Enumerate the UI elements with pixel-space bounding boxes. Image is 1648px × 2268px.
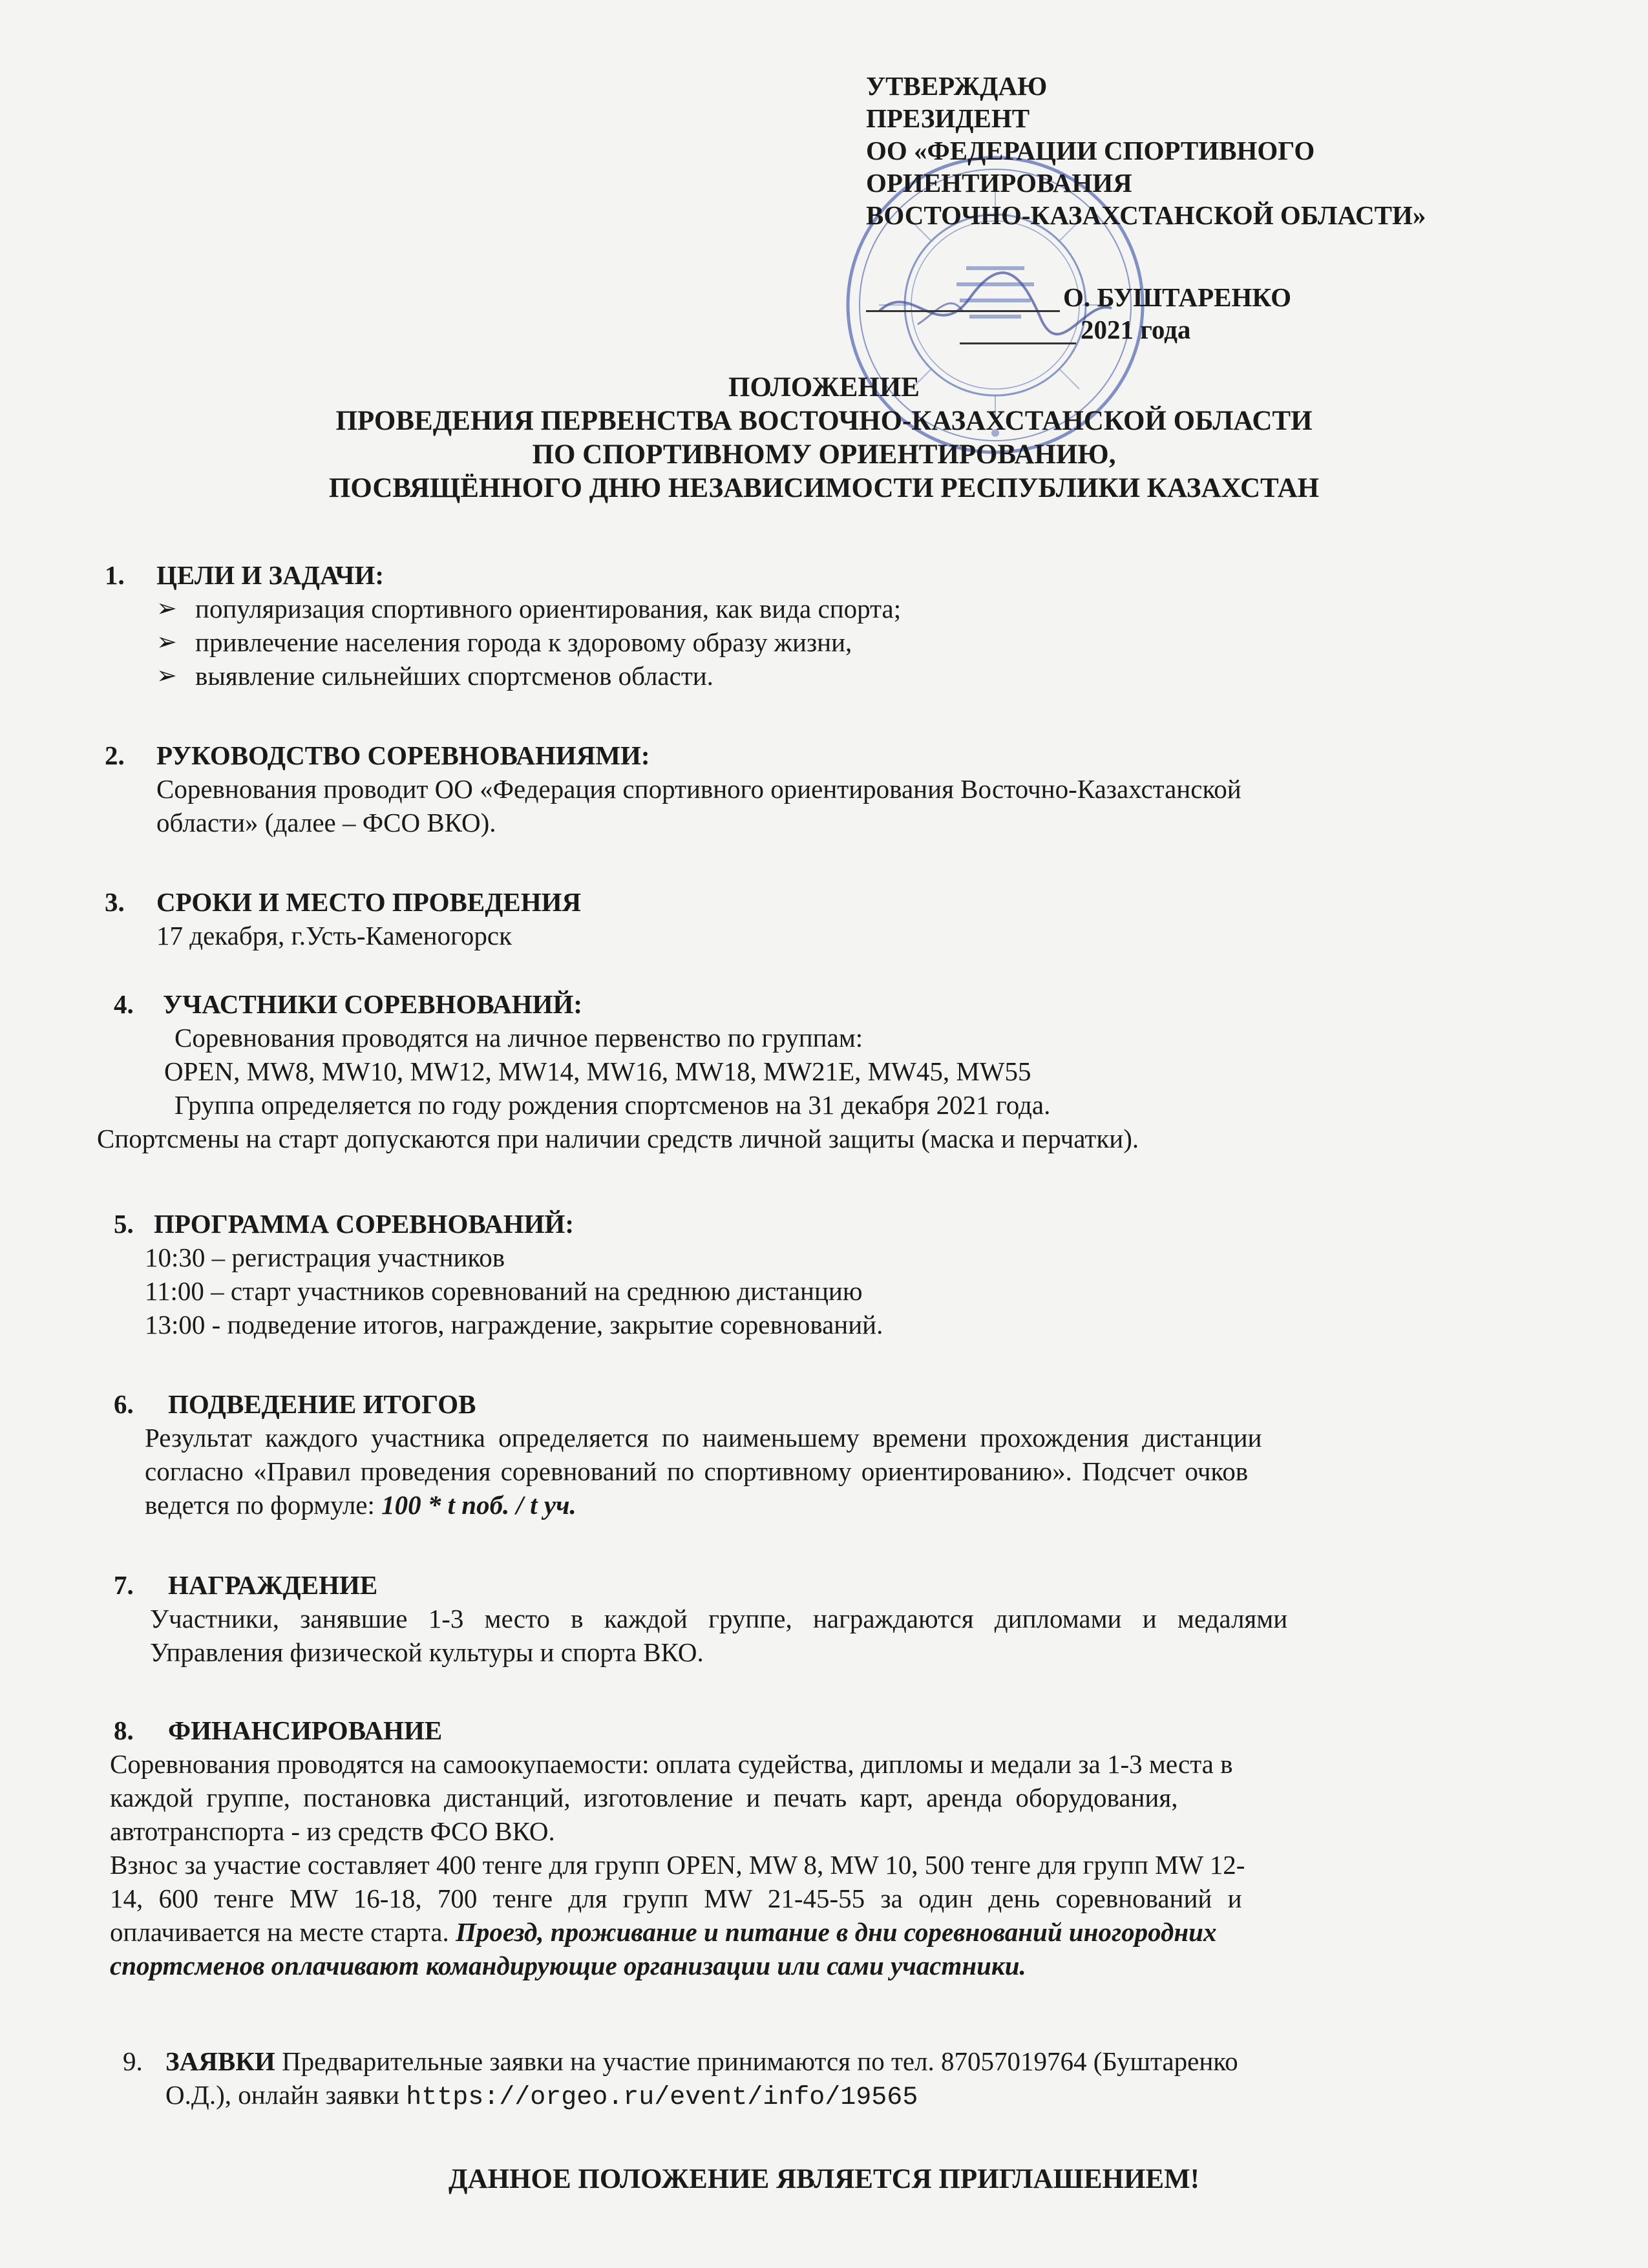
paragraph-line: Соревнования проводит ОО «Федерация спортивного ориентирования Восточно-Казахстанской: [156, 774, 1241, 804]
program-item: 11:00 – старт участников соревнований на среднюю дистанцию: [145, 1276, 863, 1306]
paragraph-line: оплачивается на месте старта. Проезд, проживание и питание в дни соревнований иногородних: [110, 1917, 1217, 1947]
program-item: 10:30 – регистрация участников: [145, 1243, 505, 1272]
paragraph-line: Соревнования проводятся на самоокупаемости: оплата судейства, дипломы и медали за 1-3 места в: [110, 1749, 1233, 1779]
list-item: ➢ популяризация спортивного ориентирования, как вида спорта;: [156, 592, 1527, 625]
goals-list: [156, 592, 1527, 693]
section-number: 9.: [123, 2046, 143, 2076]
section-number: 7.: [114, 1570, 134, 1600]
section-title: ЗАЯВКИ: [165, 2046, 275, 2076]
section-heading: [114, 1207, 1536, 1241]
section-heading: [114, 1568, 1548, 1602]
approval-line: ОРИЕНТИРОВАНИЯ: [866, 168, 1132, 198]
section-title: ПОДВЕДЕНИЕ ИТОГОВ: [168, 1389, 476, 1419]
arrow-bullet-icon: ➢: [156, 595, 177, 622]
section-title: СРОКИ И МЕСТО ПРОВЕДЕНИЯ: [156, 887, 582, 917]
section-number: 8.: [114, 1716, 134, 1745]
section-title: УЧАСТНИКИ СОРЕВНОВАНИЙ:: [163, 989, 583, 1019]
section-goals: [105, 558, 1527, 693]
section-heading: [114, 1387, 1548, 1421]
section-title: ФИНАНСИРОВАНИЕ: [168, 1716, 443, 1745]
section-title: НАГРАЖДЕНИЕ: [168, 1570, 378, 1600]
section-number: 1.: [105, 560, 125, 590]
signatory-name: О. БУШТАРЕНКО: [1063, 282, 1291, 312]
applications-line: О.Д.), онлайн заявки https://orgeo.ru/event/info/19565: [165, 2080, 918, 2112]
date-line: [960, 342, 1076, 344]
paragraph-line: автотранспорта - из средств ФСО ВКО.: [110, 1816, 555, 1846]
paragraph-line: Результат каждого участника определяется по наименьшему времени прохождения дистанции: [145, 1423, 1262, 1453]
section-participants: [97, 987, 1555, 1155]
approval-line: ОО «ФЕДЕРАЦИИ СПОРТИВНОГО: [866, 136, 1315, 165]
arrow-bullet-icon: ➢: [156, 662, 177, 689]
event-date-place: 17 декабря, г.Усть-Каменогорск: [156, 921, 512, 950]
section-financing: [110, 1714, 1561, 1982]
invitation-footer: ДАННОЕ ПОЛОЖЕНИЕ ЯВЛЯЕТСЯ ПРИГЛАШЕНИЕМ!: [448, 2164, 1199, 2194]
section-number: 4.: [114, 989, 134, 1019]
title-line: ПО СПОРТИВНОМУ ОРИЕНТИРОВАНИЮ,: [532, 439, 1116, 470]
paragraph-line: согласно «Правил проведения соревнований по спортивному ориентированию». Подсчет очков: [145, 1456, 1249, 1486]
section-number: 3.: [105, 887, 125, 917]
paragraph-line: Взнос за участие составляет 400 тенге для групп OPEN, MW 8, MW 10, 500 тенге для групп MW 12-: [110, 1850, 1245, 1880]
approval-date: 2021 года: [1081, 315, 1191, 344]
section-date-place: [105, 885, 1527, 952]
paragraph-line: области» (далее – ФСО ВКО).: [156, 808, 496, 837]
paragraph-line: каждой группе, постановка дистанций, изготовление и печать карт, аренда оборудования,: [110, 1783, 1178, 1812]
program-item: 13:00 - подведение итогов, награждение, закрытие соревнований.: [145, 1310, 883, 1339]
section-title: ПРОГРАММА СОРЕВНОВАНИЙ:: [154, 1209, 575, 1239]
section-heading: [105, 558, 1527, 592]
paragraph-line: ведется по формуле: 100 * t поб. / t уч.: [145, 1490, 576, 1520]
section-number: 2.: [105, 740, 125, 770]
section-heading: [114, 987, 1555, 1021]
approval-block: [866, 70, 1577, 231]
section-title: ЦЕЛИ И ЗАДАЧИ:: [156, 560, 385, 590]
section-heading: [114, 1714, 1561, 1747]
document-title: [0, 371, 1648, 505]
paragraph-line: Участники, занявшие 1-3 место в каждой группе, награждаются дипломами и медалями: [150, 1604, 1288, 1633]
section-program: [114, 1207, 1536, 1341]
list-item: ➢ привлечение населения города к здоровому образу жизни,: [156, 625, 1527, 659]
section-title: РУКОВОДСТВО СОРЕВНОВАНИЯМИ:: [156, 740, 650, 770]
section-number: 5.: [114, 1209, 134, 1239]
paragraph-line: Спортсмены на старт допускаются при наличии средств личной защиты (маска и перчатки).: [97, 1124, 1139, 1153]
section-applications: [123, 2044, 1564, 2115]
arrow-bullet-icon: ➢: [156, 629, 177, 656]
scoring-formula: 100 * t поб. / t уч.: [381, 1490, 576, 1520]
section-results: [114, 1387, 1548, 1522]
groups-list: OPEN, MW8, MW10, MW12, MW14, MW16, MW18, MW21E, MW45, MW55: [164, 1056, 1031, 1086]
paragraph-line: Управления физической культуры и спорта ВКО.: [150, 1637, 704, 1667]
list-item: ➢ выявление сильнейших спортсменов области.: [156, 659, 1527, 693]
section-management: [105, 739, 1539, 839]
paragraph-line: 14, 600 тенге MW 16-18, 700 тенге для групп MW 21-45-55 за один день соревнований и: [110, 1884, 1242, 1913]
section-heading: [105, 739, 1539, 772]
paragraph-line: Группа определяется по году рождения спортсменов на 31 декабря 2021 года.: [174, 1090, 1051, 1120]
title-line: ПОЛОЖЕНИЕ: [728, 372, 920, 403]
registration-link[interactable]: https://orgeo.ru/event/info/19565: [406, 2083, 918, 2112]
applications-line: 9. ЗАЯВКИ Предварительные заявки на участие принимаются по тел. 87057019764 (Буштаренко: [123, 2044, 1564, 2078]
title-line: ПОСВЯЩЁННОГО ДНЮ НЕЗАВИСИМОСТИ РЕСПУБЛИКИ КАЗАХСТАН: [328, 473, 1320, 503]
section-heading: [105, 885, 1527, 919]
signature-line: [866, 310, 1060, 312]
section-number: 6.: [114, 1389, 134, 1419]
paragraph-line: Соревнования проводятся на личное первенство по группам:: [174, 1023, 863, 1053]
paragraph-line: спортсменов оплачивают командирующие организации или сами участники.: [110, 1951, 1026, 1980]
section-awards: [114, 1568, 1548, 1669]
approval-line: ПРЕЗИДЕНТ: [866, 103, 1030, 133]
approval-line: ВОСТОЧНО-КАЗАХСТАНСКОЙ ОБЛАСТИ»: [866, 200, 1426, 230]
approval-line: УТВЕРЖДАЮ: [866, 71, 1048, 101]
title-line: ПРОВЕДЕНИЯ ПЕРВЕНСТВА ВОСТОЧНО-КАЗАХСТАНСКОЙ ОБЛАСТИ: [335, 406, 1313, 436]
